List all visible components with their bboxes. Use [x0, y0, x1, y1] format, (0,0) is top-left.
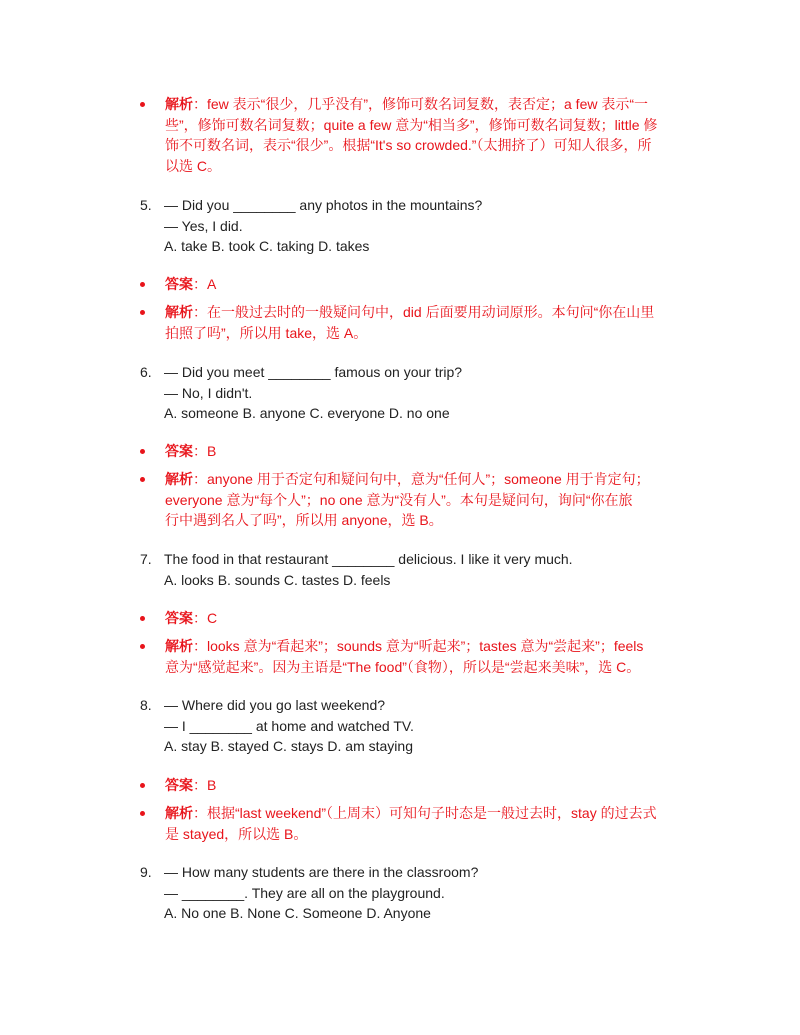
question-number: 8. — [140, 697, 152, 713]
question-options: A. stay B. stayed C. stays D. am staying — [164, 738, 413, 754]
answer-item: 答案：B — [140, 441, 690, 462]
analysis-item: 解析：根据“last weekend”（上周末）可知句子时态是一般过去时，stay 的过去式 是 stayed，所以选 B。 — [140, 803, 690, 844]
bullet-dot-icon — [140, 811, 145, 816]
bullet-dot-icon — [140, 783, 145, 788]
question-options: A. take B. took C. taking D. takes — [164, 238, 370, 254]
question-options: A. No one B. None C. Someone D. Anyone — [164, 905, 431, 921]
analysis-item: 解析：anyone 用于否定句和疑问句中，意为“任何人”；someone 用于肯定句； everyone 意为“每个人”；no one 意为“没有人”。本句是疑问句，询问“你在旅 行中遇到名人了吗”，所以用 anyone，选 B。 — [140, 469, 690, 531]
analysis-line: few 表示“很少，几乎没有”，修饰可数名词复数，表否定；a few 表示“一 — [207, 96, 649, 112]
bullet-dot-icon — [140, 102, 145, 107]
analysis-line: 根据“last weekend”（上周末）可知句子时态是一般过去时，stay 的过去式 — [207, 805, 657, 821]
analysis-label: 解析 — [165, 471, 193, 487]
question-6 — [140, 362, 700, 424]
analysis-line: everyone 意为“每个人”；no one 意为“没有人”。本句是疑问句，询问“你在旅 — [165, 491, 633, 508]
analysis-line: looks 意为“看起来”；sounds 意为“听起来”；tastes 意为“尝起来”；feels — [207, 638, 644, 654]
bullet-dot-icon — [140, 644, 145, 649]
answer-value: C — [207, 610, 218, 626]
question-number: 5. — [140, 197, 152, 213]
bullet-dot-icon — [140, 449, 145, 454]
question-options: A. someone B. anyone C. everyone D. no one — [164, 405, 450, 421]
answer-label: 答案 — [165, 777, 193, 793]
answer-label: 答案 — [165, 443, 193, 459]
answer-item: 答案：C — [140, 608, 690, 629]
analysis-label: 解析 — [165, 805, 193, 821]
analysis-item: 解析：在一般过去时的一般疑问句中，did 后面要用动词原形。本句问“你在山里 拍照了吗”，所以用 take，选 A。 — [140, 302, 690, 343]
question-line: — I ________ at home and watched TV. — [164, 717, 414, 734]
analysis-label: 解析 — [165, 96, 193, 112]
analysis-line: 拍照了吗”，所以用 take，选 A。 — [165, 324, 368, 341]
answer-item: 答案：A — [140, 274, 690, 295]
answer-value: B — [207, 443, 217, 459]
analysis-item: 解析：few 表示“很少，几乎没有”，修饰可数名词复数，表否定；a few 表示“一 些”，修饰可数名词复数；quite a few 意为“相当多”，修饰可数名词复数；little 修 饰不可数名词，表示“很少”。根据“It's so crowded.”（太拥挤了）可知人很多，所 以选 C。 — [140, 94, 690, 176]
analysis-label: 解析 — [165, 638, 193, 654]
question-8 — [140, 695, 700, 757]
bullet-dot-icon — [140, 616, 145, 621]
analysis-line: 以选 C。 — [165, 157, 221, 174]
question-5 — [140, 195, 700, 257]
question-options: A. looks B. sounds C. tastes D. feels — [164, 571, 391, 588]
question-line: — How many students are there in the classroom? — [164, 864, 479, 880]
analysis-line: 意为“感觉起来”。因为主语是“The food”（食物），所以是“尝起来美味”，选 C。 — [165, 658, 641, 675]
question-number: 6. — [140, 364, 152, 380]
question-9 — [140, 862, 700, 924]
question-line: The food in that restaurant ________ delicious. I like it very much. — [164, 551, 573, 567]
analysis-line: 些”，修饰可数名词复数；quite a few 意为“相当多”，修饰可数名词复数；little 修 — [165, 116, 658, 133]
question-number: 7. — [140, 551, 152, 567]
analysis-item: 解析：looks 意为“看起来”；sounds 意为“听起来”；tastes 意为“尝起来”；feels 意为“感觉起来”。因为主语是“The food”（食物），所以是“尝起来美味”，选 C。 — [140, 636, 690, 677]
answer-label: 答案 — [165, 610, 193, 626]
answer-value: B — [207, 777, 217, 793]
bullet-dot-icon — [140, 282, 145, 287]
answer-label: 答案 — [165, 276, 193, 292]
question-line: — Did you meet ________ famous on your trip? — [164, 364, 463, 380]
answer-value: A — [207, 276, 217, 292]
question-line: — Yes, I did. — [164, 217, 243, 234]
analysis-label: 解析 — [165, 304, 193, 320]
analysis-line: 行中遇到名人了吗”，所以用 anyone，选 B。 — [165, 512, 443, 528]
answer-item: 答案：B — [140, 775, 690, 796]
bullet-dot-icon — [140, 310, 145, 315]
question-line: — Where did you go last weekend? — [164, 697, 386, 713]
analysis-line: anyone 用于否定句和疑问句中，意为“任何人”；someone 用于肯定句； — [207, 471, 650, 487]
analysis-line: 饰不可数名词，表示“很少”。根据“It's so crowded.”（太拥挤了）可知人很多，所 — [165, 137, 652, 153]
question-line: — Did you ________ any photos in the mountains? — [164, 197, 483, 213]
question-line: — ________. They are all on the playground. — [164, 884, 445, 901]
analysis-line: 在一般过去时的一般疑问句中，did 后面要用动词原形。本句问“你在山里 — [207, 304, 655, 320]
bullet-dot-icon — [140, 477, 145, 482]
analysis-line: 是 stayed，所以选 B。 — [165, 825, 308, 842]
question-7 — [140, 549, 700, 590]
question-number: 9. — [140, 864, 152, 880]
question-line: — No, I didn't. — [164, 384, 253, 401]
